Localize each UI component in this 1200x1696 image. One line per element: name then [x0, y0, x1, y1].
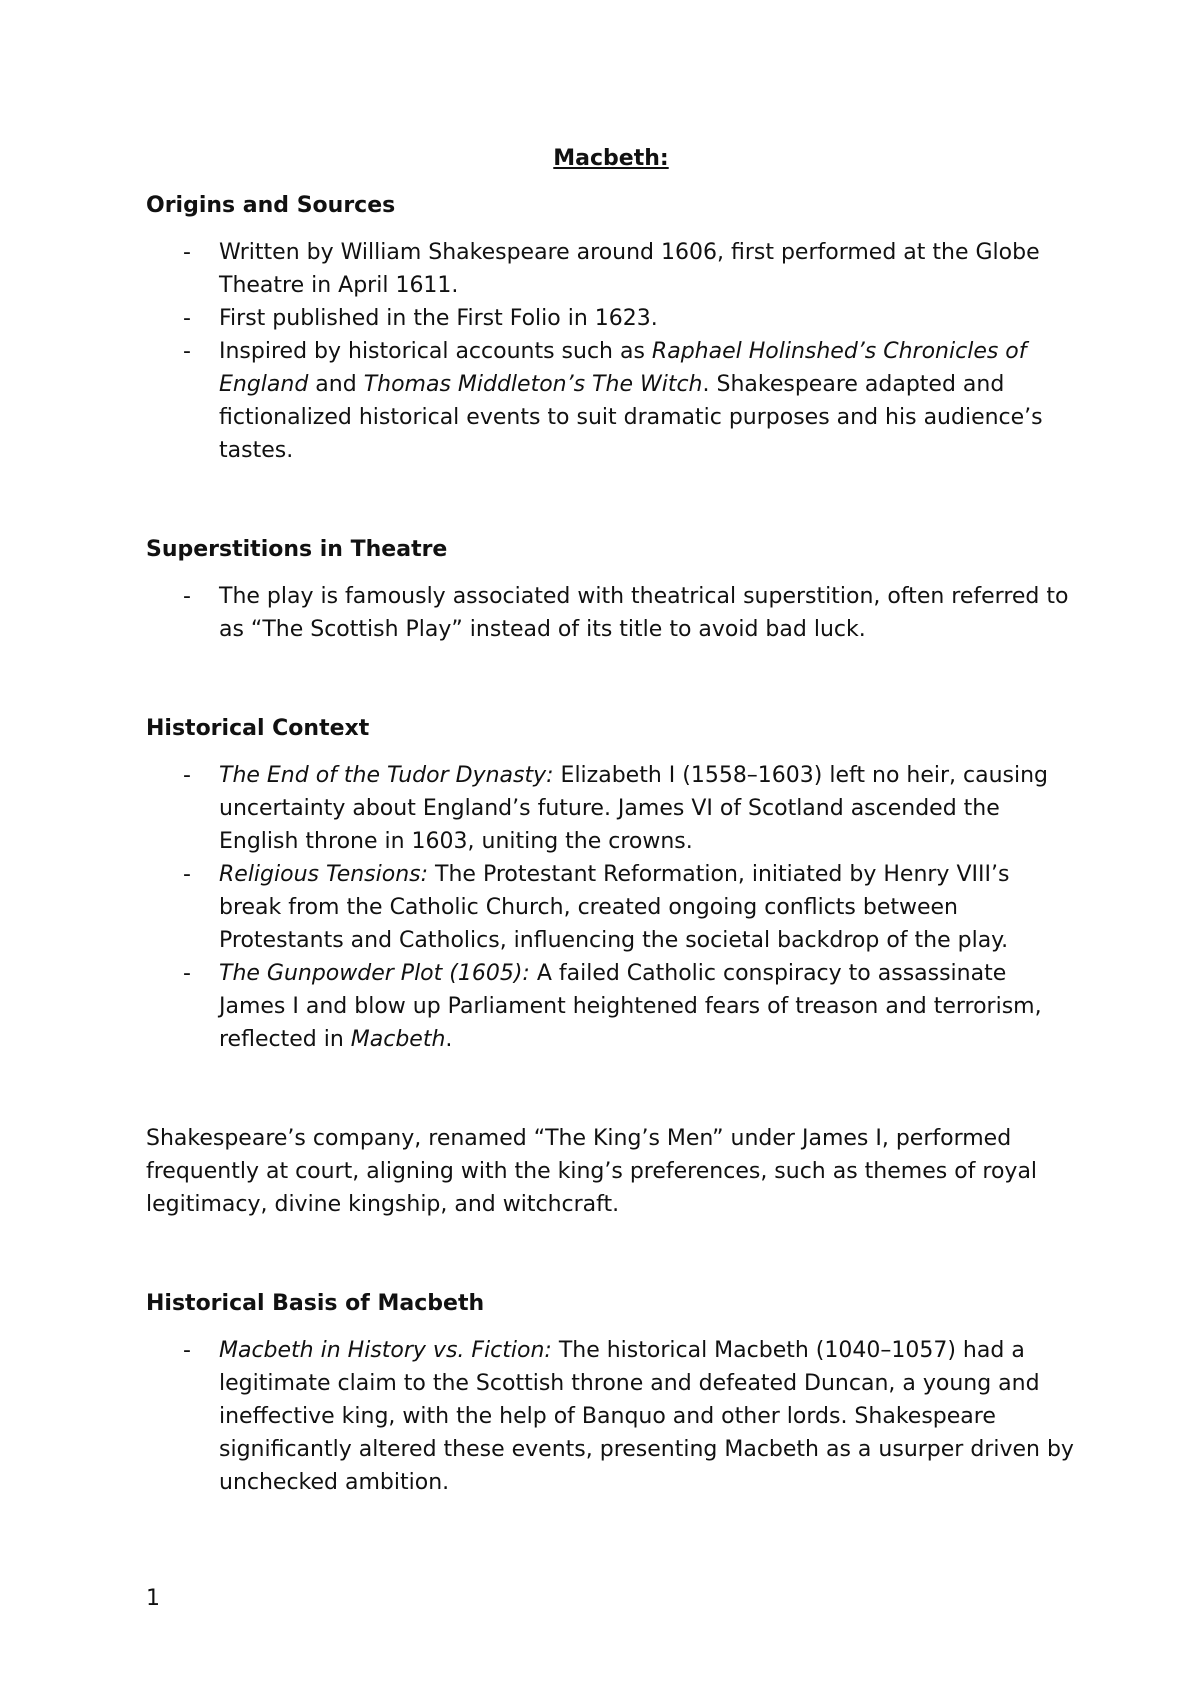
list-item-label: Religious Tensions: [219, 862, 429, 887]
heading-superstitions: Superstitions in Theatre [146, 537, 448, 562]
source-title-middleton: Thomas Middleton’s The Witch [363, 372, 703, 397]
list-item-label: Macbeth in History vs. Fiction: [219, 1338, 552, 1363]
list-item [146, 957, 1076, 1056]
list-item-text: Written by William Shakespeare around 1606, first performed at the Globe Theatre in April 1611. [219, 240, 1040, 298]
list-item-label: The End of the Tudor Dynasty: [219, 763, 554, 788]
superstitions-list [146, 580, 1076, 646]
list-item-text: The Protestant Reformation, initiated by Henry VIII’s break from the Catholic Church, created ongoing conflicts between Protestants and Catholics, influencing the societal backdrop of the play. [219, 862, 1010, 953]
dash-bullet: - [183, 961, 191, 986]
document-title: Macbeth: [553, 146, 669, 171]
source-title-holinshed: Raphael Holinshed’s Chronicles of England [219, 339, 1027, 397]
dash-bullet: - [183, 862, 191, 887]
heading-basis: Historical Basis of Macbeth [146, 1291, 485, 1316]
list-item-text: The play is famously associated with theatrical superstition, often referred to as “The Scottish Play” instead of its title to avoid bad luck. [219, 584, 1069, 642]
list-item [146, 858, 1076, 957]
list-item-label: The Gunpowder Plot (1605): [219, 961, 530, 986]
list-item-text: and [308, 372, 364, 397]
list-item [146, 1334, 1076, 1499]
page-number: 1 [146, 1586, 160, 1611]
dash-bullet: - [183, 584, 191, 609]
list-item-text: Elizabeth I (1558–1603) left no heir, causing uncertainty about England’s future. James VI of Scotland ascended the English throne in 1603, uniting the crowns. [219, 763, 1049, 854]
play-title: Macbeth [350, 1027, 446, 1052]
list-item [146, 236, 1076, 302]
list-item [146, 302, 1076, 335]
dash-bullet: - [183, 306, 191, 331]
dash-bullet: - [183, 339, 191, 364]
origins-list [146, 236, 1076, 467]
kings-men-paragraph: Shakespeare’s company, renamed “The King’s Men” under James I, performed frequently at court, aligning with the king’s preferences, such as themes of royal legitimacy, divine kingship, and witchcraft. [146, 1126, 1038, 1217]
dash-bullet: - [183, 1338, 191, 1363]
document-body [146, 142, 1076, 1499]
list-item [146, 580, 1076, 646]
list-item-text: . [445, 1027, 453, 1052]
list-item [146, 759, 1076, 858]
dash-bullet: - [183, 763, 191, 788]
list-item-text: The historical Macbeth (1040–1057) had a legitimate claim to the Scottish throne and defeated Duncan, a young and ineffective king, with the help of Banquo and other lords. Shakespeare significantly altered these events, presenting Macbeth as a usurper driven by unchecked ambition. [219, 1338, 1074, 1495]
list-item-text: Inspired by historical accounts such as [219, 339, 652, 364]
list-item [146, 335, 1076, 467]
list-item-text: First published in the First Folio in 1623. [219, 306, 658, 331]
list-item-text: A failed Catholic conspiracy to assassinate James I and blow up Parliament heightened fears of treason and terrorism, reflected in [219, 961, 1042, 1052]
dash-bullet: - [183, 240, 191, 265]
context-list [146, 759, 1076, 1056]
heading-origins: Origins and Sources [146, 193, 396, 218]
heading-context: Historical Context [146, 716, 370, 741]
basis-list [146, 1334, 1076, 1499]
list-item-text: . Shakespeare adapted and fictionalized historical events to suit dramatic purposes and his audience’s tastes. [219, 372, 1043, 463]
